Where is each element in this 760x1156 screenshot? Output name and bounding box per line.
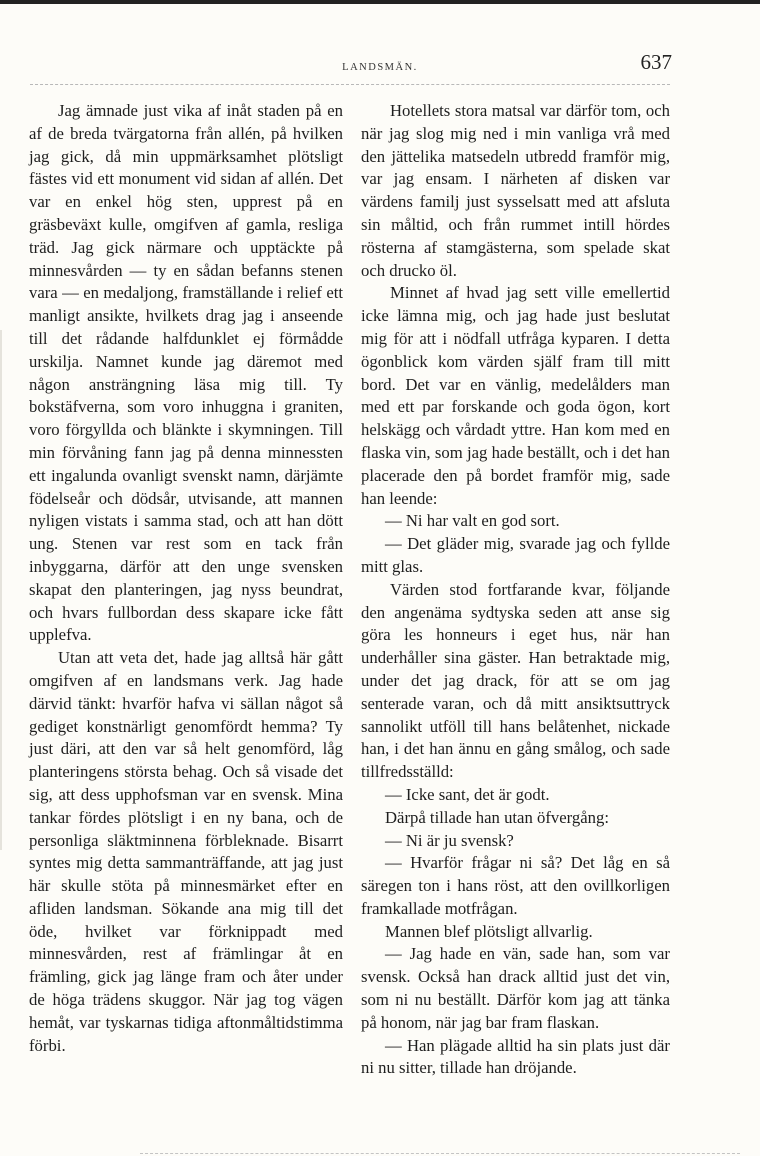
page-number: 637 — [640, 50, 672, 74]
paragraph: Därpå tillade han utan öfvergång: — [385, 807, 609, 827]
dialogue-line: — Icke sant, det är godt. — [385, 784, 550, 804]
paragraph: Värden stod fortfarande kvar, följande den angenäma sydtyska seden att anse sig göra les honneurs i eget hus, när han underhåller sina gäster. Han betraktade mig, under det jag drack, för att se om jag senterade varan, och då mitt ansiktsuttryck sannolikt utföll till hans belåtenhet, nickade han, i det han ännu en gång smålog, och sade tillfredsställd: — [361, 579, 670, 782]
left-column — [29, 100, 343, 1057]
running-head: LANDSMÄN. — [342, 62, 418, 73]
binding-edge — [0, 330, 2, 850]
top-border — [0, 0, 760, 4]
dialogue-line: — Det gläder mig, svarade jag och fyllde mitt glas. — [361, 534, 670, 576]
paragraph: Minnet af hvad jag sett ville emellertid icke lämna mig, och jag hade just beslutat mig för att i nödfall utfråga kyparen. I detta ögonblick kom värden själf fram till mitt bord. Det var en vänlig, medelålders man med ett par forskande och goda ögon, kort helskägg och vårdadt yttre. Han kom med en flaska vin, som jag hade beställt, och i det han placerade den på bordet framför mig, sade han leende: — [361, 283, 670, 508]
dialogue-line: — Hvarför frågar ni så? Det låg en så säregen ton i hans röst, att den ovillkorligen framkallade motfrågan. — [361, 853, 670, 918]
footer-rule — [140, 1153, 740, 1154]
dialogue-line: — Han plägade alltid ha sin plats just där ni nu sitter, tillade han dröjande. — [361, 1035, 670, 1078]
paragraph: Mannen blef plötsligt allvarlig. — [385, 921, 593, 941]
right-column — [361, 100, 670, 1080]
paragraph: Utan att veta det, hade jag alltså här gått omgifven af en landsmans verk. Jag hade därvid tänkt: hvarför hafva vi sällan något så gediget konstnärligt genomfördt hemma? Ty just däri, att den var så helt genomförd, låg planteringens största behag. Och så visade det sig, att dess upphofsman var en svensk. Mina tankar fördes plötsligt i en ny bana, och de personliga släktminnena förbleknade. Bisarrt syntes mig detta sammanträffande, att jag just här skulle stöta på minnesmärket efter en afliden landsman. Sökande ana mig till det öde, hvilket var förknippadt med minnesvården, rest af främlingar åt en främling, gick jag länge fram och åter under de höga trädens skuggor. När jag tog vägen hemåt, var tyskarnas tidiga aftonmåltidstimma förbi. — [29, 648, 343, 1055]
header-rule — [30, 84, 670, 85]
paragraph: Hotellets stora matsal var därför tom, och när jag slog mig ned i min vanliga vrå med den jättelika matsedeln utbredd framför mig, var jag ensam. I närheten af disken var värdens familj just sysselsatt med att afsluta sin måltid, och från rummet intill hördes rösterna af stamgästerna, som spelade skat och drucko öl. — [361, 101, 670, 280]
dialogue-line: — Ni är ju svensk? — [385, 830, 514, 850]
dialogue-line: — Jag hade en vän, sade han, som var svensk. Också han drack alltid just det vin, som ni nu beställt. Därför kom jag att tänka på honom, när jag bar fram flaskan. — [361, 944, 670, 1032]
paragraph: Jag ämnade just vika af inåt staden på en af de breda tvärgatorna från allén, på hvilken jag gick, då min uppmärksamhet plötsligt fästes vid ett monument vid sidan af allén. Det var en enkel hög sten, upprest på en gräsbeväxt kulle, omgifven af gamla, resliga träd. Jag gick närmare och upptäckte på minnesvården — ty en sådan befanns stenen vara — en medaljong, framställande i relief ett manligt ansikte, hvilkets drag jag i anseende till det rådande halfdunklet ej förmådde urskilja. Namnet kunde jag däremot med någon ansträngning läsa mig till. Ty bokstäfverna, som voro inhuggna i graniten, voro förgyllda och blänkte i skymningen. Till min förvåning fann jag på denna minnessten ett ingalunda ovanligt svenskt namn, därjämte födelseår och dödsår, utvisande, att mannen nyligen vistats i samma stad, och att han dött ung. Stenen var rest som en tack från inbyggarna, därför att den unge svensken skapat den planteringen, jag nyss beundrat, och hvars fullbordan dess skapare icke fått upplefva. — [29, 101, 343, 645]
dialogue-line: — Ni har valt en god sort. — [385, 511, 560, 531]
